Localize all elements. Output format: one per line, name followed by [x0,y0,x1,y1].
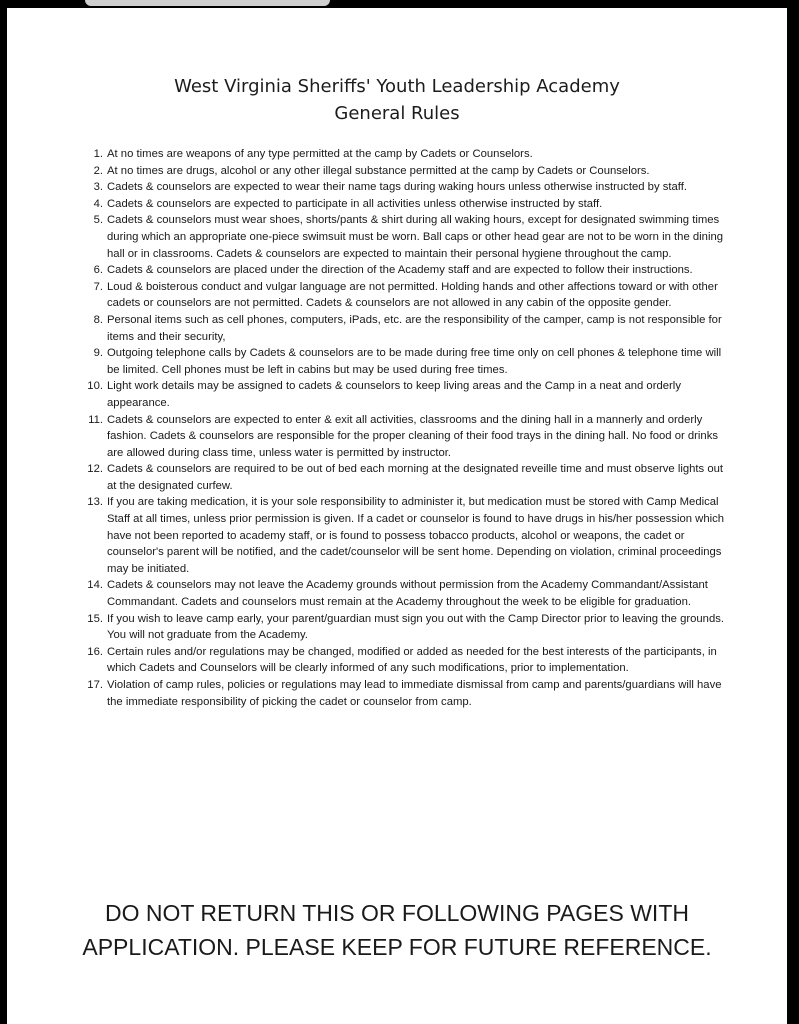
rule-item [79,279,731,312]
rule-number: 7. [93,280,103,293]
rule-number: 14. [87,579,103,592]
rule-text: At no times are drugs, alcohol or any other illegal substance permitted at the camp by Cadets or Counselors. [107,164,650,177]
rule-text: Cadets & counselors may not leave the Academy grounds without permission from the Academy Commandant/Assistant Commandant. Cadets and counselors must remain at the Academy throughout the week to be eligible for graduation. [107,579,708,609]
rule-item [79,146,731,163]
document-page [7,8,787,1024]
rule-text: If you wish to leave camp early, your parent/guardian must sign you out with the Camp Director prior to leaving the grounds. You will not graduate from the Academy. [107,612,725,642]
document-subtitle: General Rules [334,103,460,124]
rule-number: 5. [93,214,103,227]
rule-number: 9. [93,347,103,360]
rule-text: At no times are weapons of any type permitted at the camp by Cadets or Counselors. [107,148,533,160]
rule-text: Cadets & counselors are placed under the direction of the Academy staff and are expected to follow their instructions. [107,264,693,277]
rule-number: 16. [87,645,103,658]
rule-text: Cadets & counselors are expected to wear their name tags during waking hours unless otherwise instructed by staff. [107,181,688,194]
rules-list [79,146,731,710]
rule-item [79,345,731,378]
rule-item [79,611,731,644]
rule-number: 17. [87,679,103,691]
document-title: West Virginia Sheriffs' Youth Leadership Academy [174,76,620,97]
rule-item [79,262,731,279]
rule-number: 15. [87,612,103,625]
rule-text: Loud & boisterous conduct and vulgar language are not permitted. Holding hands and other affections toward or with other cadets or counselors are not permitted. Cadets & counselors are not allowed in any cabin of the opposite gender. [107,280,718,310]
rule-item [79,378,731,411]
rule-number: 13. [87,496,103,509]
rule-item [79,461,731,494]
rule-number: 6. [93,264,103,277]
rule-number: 12. [87,463,103,476]
rule-text: Violation of camp rules, policies or regulations may lead to immediate dismissal from camp and parents/guardians will have the immediate responsibility of picking the cadet or counselor from camp. [107,679,722,708]
rule-item [79,196,731,213]
rule-item [79,179,731,196]
rule-item [79,577,731,610]
rule-text: Personal items such as cell phones, computers, iPads, etc. are the responsibility of the camper, camp is not responsible for items and their security, [107,313,722,343]
rule-number: 10. [87,380,103,393]
rule-text: Cadets & counselors must wear shoes, shorts/pants & shirt during all waking hours, except for designated swimming times during which an appropriate one-piece swimsuit must be worn. Ball caps or other head gear are not to be worn in the dining hall or in classrooms. Cadets & counselors are expected to maintain their personal hygiene throughout the camp. [107,214,724,260]
rule-text: Certain rules and/or regulations may be changed, modified or added as needed for the best interests of the participants, in which Cadets and Counselors will be clearly informed of any such modifications, prior to implementation. [107,645,717,675]
rule-number: 4. [93,197,103,210]
rule-item [79,494,731,577]
rule-item [79,644,731,677]
rule-item [79,163,731,180]
rule-number: 2. [93,164,103,177]
footer-notice-line-1: DO NOT RETURN THIS OR FOLLOWING PAGES WITH [105,900,689,926]
rule-text: Outgoing telephone calls by Cadets & counselors are to be made during free time only on cell phones & telephone time will be limited. Cell phones must be left in cabins but may be used during free times. [107,347,722,376]
rule-text: Cadets & counselors are expected to enter & exit all activities, classrooms and the dining hall in a mannerly and orderly fashion. Cadets & counselors are responsible for the proper cleaning of their food trays in the dining hall. No food or drinks are allowed during class time, unless water is permitted by instructor. [107,413,719,459]
rule-item [79,412,731,462]
rule-number: 11. [88,413,103,426]
footer-notice-line-2: APPLICATION. PLEASE KEEP FOR FUTURE REFERENCE. [82,934,712,960]
window-top-tab [85,0,330,6]
rule-text: Cadets & counselors are required to be out of bed each morning at the designated reveille time and must observe lights out at the designated curfew. [107,463,724,492]
rule-item [79,677,731,710]
rule-number: 3. [93,181,103,194]
rule-number: 1. [93,148,103,160]
rule-text: If you are taking medication, it is your sole responsibility to administer it, but medication must be stored with Camp Medical Staff at all times, unless prior permission is given. If a cadet or counselor is found to have drugs in his/her possession which have not been reported to academy staff, or is found to possess tobacco products, alcohol or weapons, the cadet or counselor's parent will be notified, and the cadet/counselor will be sent home. Depending on violation, criminal proceedings may be initiated. [107,496,725,575]
rule-item [79,312,731,345]
rule-text: Light work details may be assigned to cadets & counselors to keep living areas and the Camp in a neat and orderly appearance. [107,380,681,409]
rule-number: 8. [93,313,103,326]
rule-item [79,212,731,262]
rule-text: Cadets & counselors are expected to participate in all activities unless otherwise instructed by staff. [107,197,603,210]
